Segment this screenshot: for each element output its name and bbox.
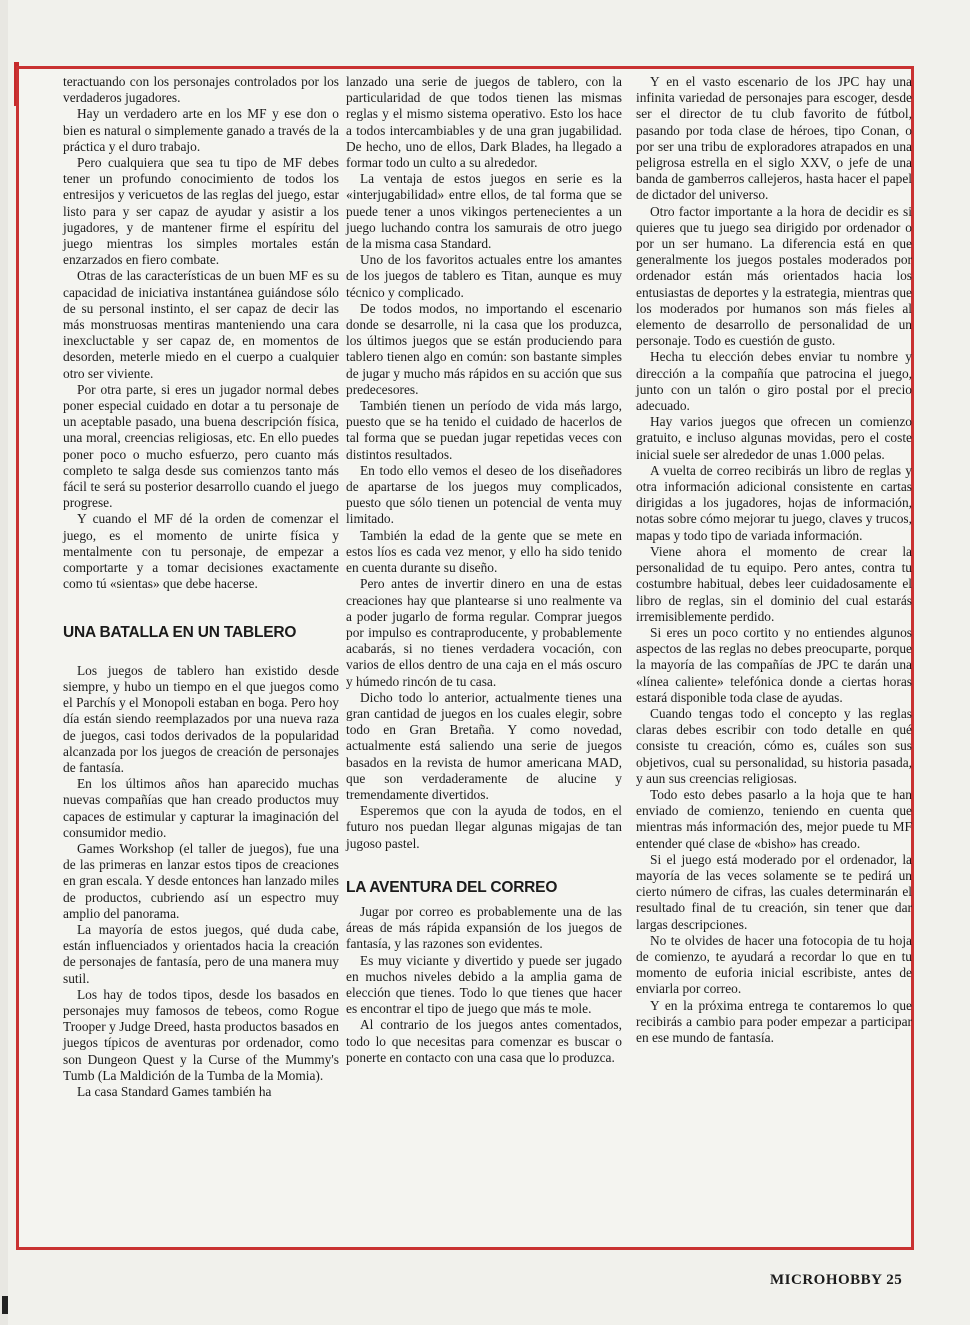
paragraph: Jugar por correo es probablemente una de las áreas de más rápida expansión de los juegos de fantasía, y las razones son evidentes.: [346, 903, 622, 952]
page-footer: [770, 1272, 902, 1289]
paragraph: Pero antes de invertir dinero en una de estas creaciones hay que plantearse si uno realmente va a poder jugarlo de forma regular. Comprar juegos por impulso es contraproducente, y probablemente acabarás, si no tienes verdadera vocación, con varios de ellos dentro de una caja en el más oscuro y húmedo rincón de tu casa.: [346, 576, 622, 689]
paragraph: lanzado una serie de juegos de tablero, con la particularidad de que todos tienen las mismas reglas y el mismo sistema operativo. Esto los hace a todos intercambiables y de una gran jugabilidad. De hecho, uno de ellos, Dark Blades, ha llegado a formar todo un culto a su alrededor.: [346, 74, 622, 171]
paragraph: Por otra parte, si eres un jugador normal debes poner especial cuidado en dotar a tu personaje de un aceptable pasado, una buena descripción física, una moral, creencias religiosas, etc. En ello puedes poner poco o mucho esfuerzo, pero cuanto más completo te salga desde sus comienzos tanto más fácil te será su posterior desarrollo cuando el juego progrese.: [63, 381, 339, 511]
paragraph: La ventaja de estos juegos en serie es la «interjugabilidad» entre ellos, de tal forma que se puede tener a unos vikingos pertenecientes a un juego luchando contra los samurais de otro juego de la misma casa Standard.: [346, 171, 622, 252]
paragraph: También la edad de la gente que se mete en estos líos es cada vez menor, y ello ha sido tenido en cuenta durante su diseño.: [346, 527, 622, 576]
section-heading: UNA BATALLA EN UN TABLERO: [63, 623, 297, 641]
paragraph: La casa Standard Games también ha: [77, 1083, 272, 1099]
paragraph: Y en el vasto escenario de los JPC hay una infinita variedad de personajes para escoger, desde ser el director de tu club favorito de fútbol, pasando por toda clase de héroes, tipo Conan, o por ser una tribu de exploradores atrapados en una peligrosa estrella en el siglo XXV, o jefe de una banda de gamberros callejeros, hasta hacer el papel de dictador del universo.: [636, 74, 912, 203]
paragraph: Pero cualquiera que sea tu tipo de MF debes tener un profundo conocimiento de todos los entresijos y vericuetos de las reglas del juego, estar listo para y ser capaz de ayudar y asistir a los jugadores, y de mantener firme el espíritu del juego mientras los simples mortales están enzarzados en fiero combate.: [63, 155, 339, 268]
paragraph: Al contrario de los juegos antes comentados, todo lo que necesitas para comenzar es buscar o ponerte en contacto con una casa que lo produzca.: [346, 1017, 622, 1065]
page-binding-edge: [0, 0, 8, 1325]
paragraph: Games Workshop (el taller de juegos), fue una de las primeras en lanzar estos tipos de creaciones en gran escala. Y desde entonces han lanzado miles de productos, cubriendo así un espectro muy amplio del panorama.: [63, 840, 339, 921]
paragraph: Los hay de todos tipos, desde los basados en personajes muy famosos de tebeos, como Rogue Trooper y Judge Dreed, hasta productos basados en juegos típicos de aventuras por ordenador, como son Dungeon Quest y la Curse of the Mummy's Tumb (La Maldición de la Tumba de la Momia).: [63, 986, 339, 1083]
paragraph: Hay varios juegos que ofrecen un comienzo gratuito, e incluso algunas movidas, pero el coste inicial suele ser alrededor de unas 1.000 pelas.: [636, 414, 912, 462]
paragraph: Hecha tu elección debes enviar tu nombre y dirección a la compañía que patrocina el juego, junto con un talón o giro postal por el precio adecuado.: [636, 349, 912, 414]
paragraph: Y en la próxima entrega te contaremos lo que recibirás a cambio para poder empezar a participar en ese mundo de fantasía.: [636, 997, 912, 1045]
paragraph: Uno de los favoritos actuales entre los amantes de los juegos de tablero es Titan, aunque es muy técnico y complicado.: [346, 252, 622, 300]
paragraph: La mayoría de estos juegos, qué duda cabe, están influenciados y orientados hacia la creación de personajes de fantasía, pero de una manera muy sutil.: [63, 921, 339, 986]
paragraph: Es muy viciante y divertido y puede ser jugado en muchos niveles debido a la amplia gama de elección que tienes. Todo lo que tienes que hacer es encontrar el tipo de juego que más te mole.: [346, 952, 622, 1017]
page-number: 25: [886, 1272, 903, 1288]
paragraph: Otro factor importante a la hora de decidir es si quieres que tu juego sea dirigido por ordenador o por un ser humano. La diferencia está en que generalmente los juegos postales moderados por ordenador están más orientados hacia los entusiastas de deportes y la estrategia, mientras que los moderados por humanos son más fieles al elemento de desarrollo de personalidad de un personaje. Todo es cuestión de gusto.: [636, 203, 912, 349]
red-edge-mark: [2, 1296, 8, 1314]
paragraph: Dicho todo lo anterior, actualmente tienes una gran cantidad de juegos en los cuales elegir, sobre todo en Gran Bretaña. Y como novedad, actualmente está saliendo una serie de juegos basados en la revista de humor americana MAD, que son verdaderamente de alucine y tremendamente divertidos.: [346, 689, 622, 802]
paragraph: Cuando tengas todo el concepto y las reglas claras debes escribir con todo detalle en qué consiste tu creación, cómo es, cuáles son sus objetivos, cual su personalidad, su historia pasada, y aun sus creencias religiosas.: [636, 705, 912, 786]
paragraph: De todos modos, no importando el escenario donde se desarrolle, ni la casa que los produzca, los últimos juegos que se están produciendo para tablero tienen algo en común: son bastante simples de jugar y mucho más rápidos en su acción que sus predecesores.: [346, 300, 622, 397]
paragraph: Si eres un poco cortito y no entiendes algunos aspectos de las reglas no debes preocuparte, porque la mayoría de las compañías de JPC te darán una «línea caliente» telefónica donde a ciertas horas estará disponible toda clase de ayudas.: [636, 624, 912, 705]
paragraph: Todo esto debes pasarlo a la hoja que te han enviado de comienzo, teniendo en cuenta que mientras más información des, mejor puede tu MF entender qué clase de «bisho» has creado.: [636, 786, 912, 851]
paragraph: En todo ello vemos el deseo de los diseñadores de apartarse de los juegos muy complicados, puesto que sólo tienen un potencial de venta muy limitado.: [346, 462, 622, 527]
paragraph: Y cuando el MF dé la orden de comenzar el juego, es el momento de unirte física y mentalmente con tu personaje, de empezar a comportarte y a tomar decisiones exactamente como tú «sientas» que debe hacerse.: [63, 511, 339, 592]
article-column-2: [346, 74, 622, 1066]
paragraph: También tienen un período de vida más largo, puesto que se ha tenido el cuidado de hacerlos de tal forma que se puedan jugar repetidas veces con distintos resultados.: [346, 398, 622, 462]
paragraph: No te olvides de hacer una fotocopia de tu hoja de comienzo, te ayudará a recordar lo que en tu momento de euforia inicial escribiste, antes de enviarla por correo.: [636, 932, 912, 997]
magazine-name: MICROHOBBY: [770, 1272, 882, 1288]
article-column-3: [636, 74, 912, 1046]
paragraph: teractuando con los personajes controlados por los verdaderos jugadores.: [63, 74, 339, 106]
paragraph: Viene ahora el momento de crear la personalidad de tu equipo. Pero antes, contra tu costumbre habitual, debes leer cuidadosamente el libro de reglas, sin el dominio del cual estarás irremisiblemente perdido.: [636, 543, 912, 624]
paragraph: Hay un verdadero arte en los MF y ese don o bien es natural o simplemente ganado a través de la práctica y el duro trabajo.: [63, 106, 339, 154]
paragraph: En los últimos años han aparecido muchas nuevas compañías que han creado productos muy capaces de estimular y capturar la imaginación del consumidor medio.: [63, 776, 339, 840]
paragraph: Los juegos de tablero han existido desde siempre, y hubo un tiempo en el que juegos como el Parchís y el Monopoli estaban en boga. Pero hoy día están siendo reemplazados por una nueva raza de juegos, casi todos derivados de la popularidad alcanzada por los juegos de creación de personajes de fantasía.: [63, 662, 339, 775]
paragraph: Esperemos que con la ayuda de todos, en el futuro nos puedan llegar algunas migajas de tan jugoso pastel.: [346, 803, 622, 851]
section-heading: LA AVENTURA DEL CORREO: [346, 878, 558, 896]
article-column-1: [63, 74, 339, 1100]
paragraph: A vuelta de correo recibirás un libro de reglas y otra información adicional consistente en cartas dirigidas a los jugadores, hojas de información, notas sobre cómo mejorar tu juego, claves y trucos, mapas y todo tipo de variada información.: [636, 462, 912, 543]
paragraph: Otras de las características de un buen MF es su capacidad de iniciativa instantánea guiándose sólo de su personal instinto, el ser capaz de decir las más monstruosas mentiras manteniendo una cara inexcluctable y ser capaz de, en momentos de desorden, meterle miedo en el cuerpo a cualquier otro ser viviente.: [63, 268, 339, 381]
paragraph: Si el juego está moderado por el ordenador, la mayoría de las veces solamente se te pedirá un cierto número de cifras, las cuales determinarán el resultado final de tu creación, sin tener que dar largas descripciones.: [636, 851, 912, 932]
